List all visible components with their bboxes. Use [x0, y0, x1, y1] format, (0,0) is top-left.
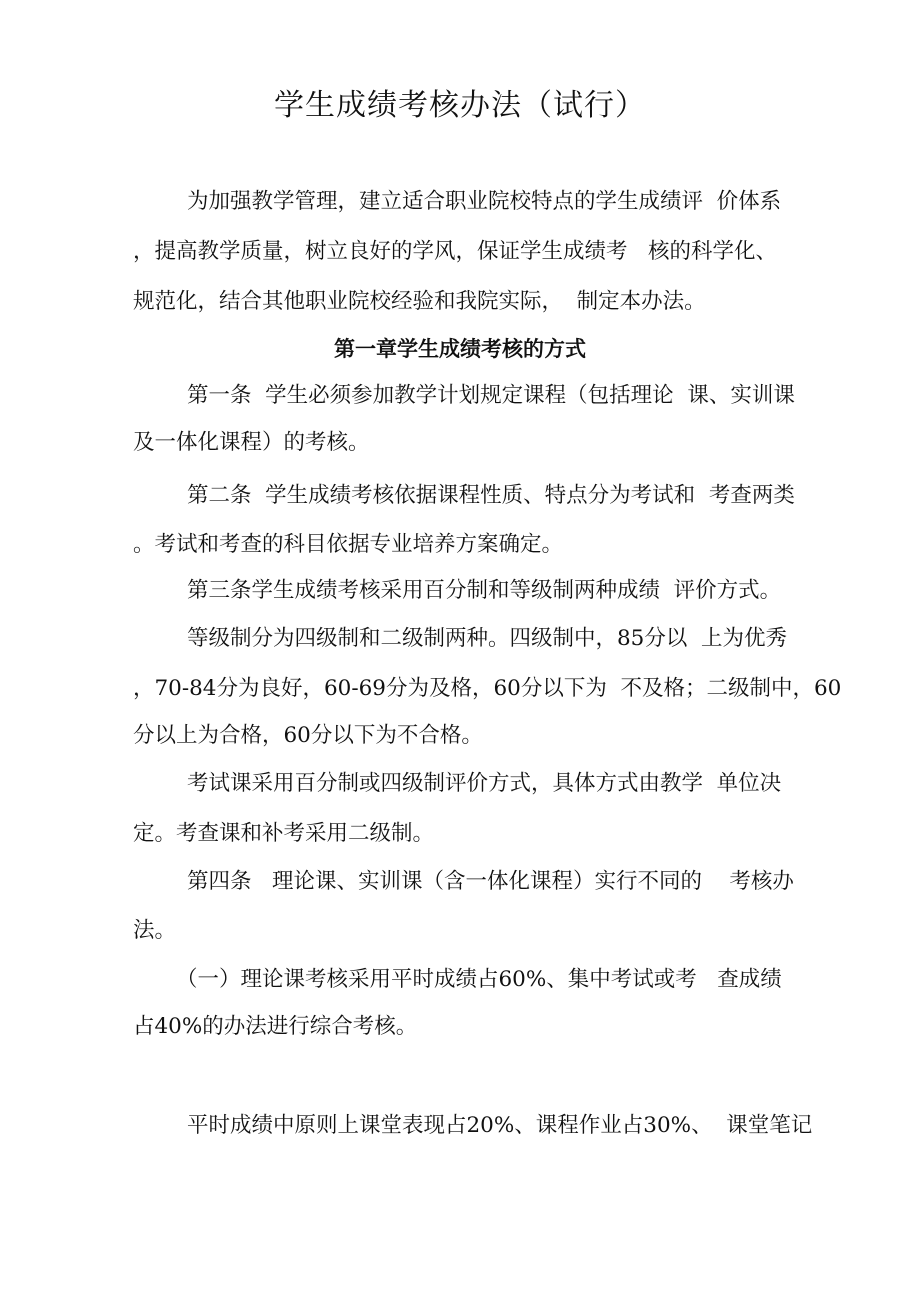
grading-line-2: ，70-84分为良好，60-69分为及格，60分以下为 不及格；二级制中，60	[133, 676, 842, 701]
article-1-line-1: 第一条 学生必须参加教学计划规定课程（包括理论 课、实训课	[187, 383, 795, 408]
intro-line-3: 规范化，结合其他职业院校经验和我院实际， 制定本办法。	[133, 289, 706, 314]
article-1-line-2: 及一体化课程）的考核。	[133, 430, 370, 455]
intro-line-2: ，提高教学质量，树立良好的学风，保证学生成绩考 核的科学化、	[133, 239, 778, 264]
grading-line-1: 等级制分为四级制和二级制两种。四级制中，85分以 上为优秀	[187, 626, 788, 651]
exam-method-line-2: 定。考查课和补考采用二级制。	[133, 821, 435, 846]
article-4-line-1: 第四条 理论课、实训课（含一体化课程）实行不同的 考核办	[187, 869, 794, 894]
exam-method-line-1: 考试课采用百分制或四级制评价方式，具体方式由教学 单位决	[187, 771, 782, 796]
intro-line-1: 为加强教学管理，建立适合职业院校特点的学生成绩评 价体系	[187, 189, 782, 214]
item-1-line-1: （一）理论课考核采用平时成绩占60%、集中考试或考 查成绩	[176, 967, 782, 992]
article-4-line-2: 法。	[133, 918, 177, 943]
article-3-line-1: 第三条学生成绩考核采用百分制和等级制两种成绩 评价方式。	[187, 578, 782, 603]
grading-line-3: 分以上为合格，60分以下为不合格。	[133, 723, 483, 748]
article-2-line-1: 第二条 学生成绩考核依据课程性质、特点分为考试和 考查两类	[187, 483, 795, 508]
chapter-1-heading: 第一章学生成绩考核的方式	[334, 336, 586, 361]
item-1-line-2: 占40%的办法进行综合考核。	[133, 1014, 418, 1039]
usual-score-line-1: 平时成绩中原则上课堂表现占20%、课程作业占30%、 课堂笔记	[187, 1113, 813, 1138]
article-2-line-2: 。考试和考查的科目依据专业培养方案确定。	[133, 532, 564, 557]
document-title: 学生成绩考核办法（试行）	[274, 88, 646, 123]
